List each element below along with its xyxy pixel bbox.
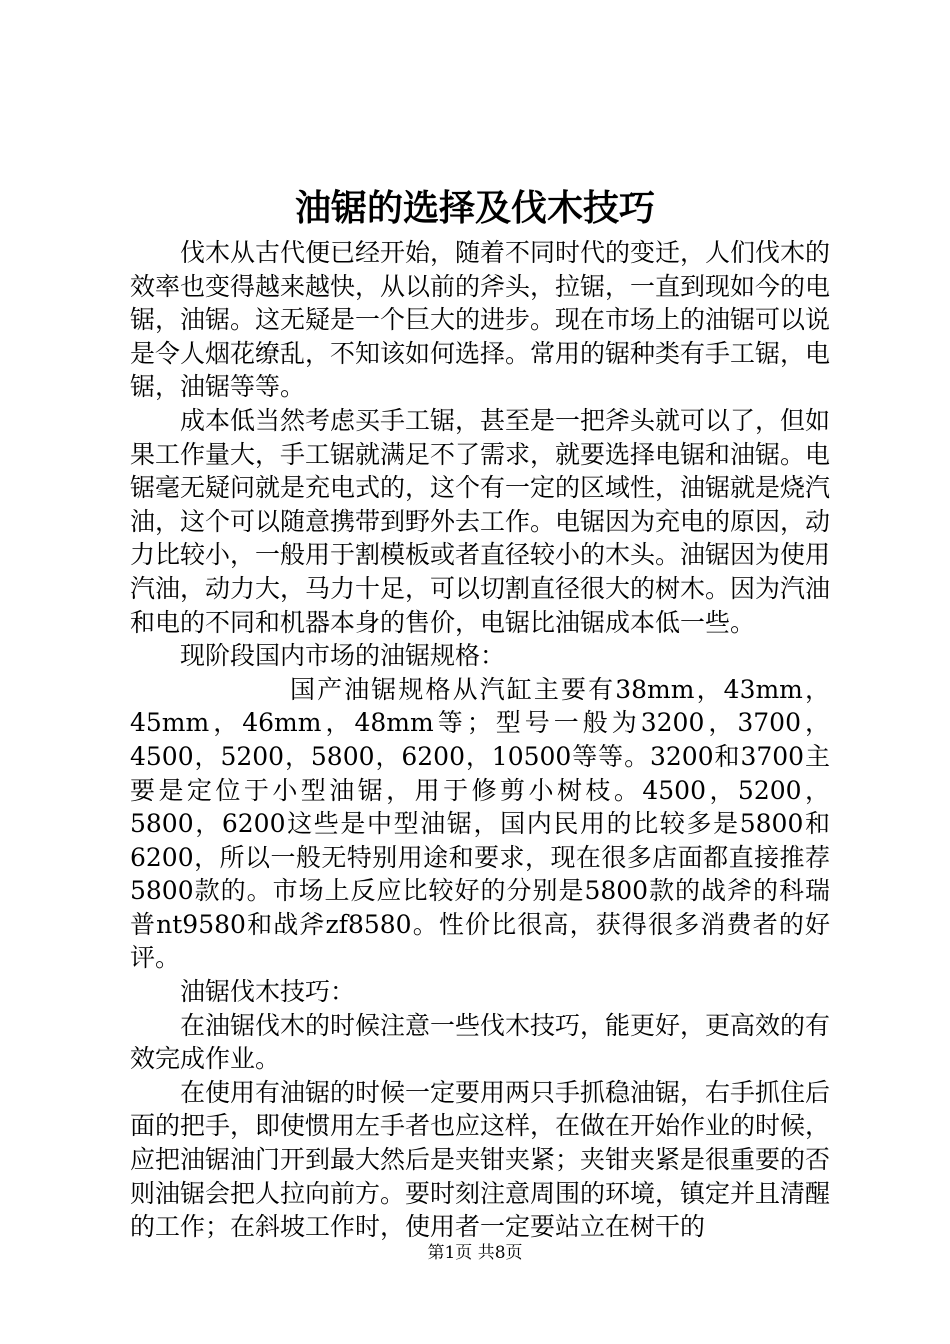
paragraph-intro: 伐木从古代便已经开始，随着不同时代的变迁，人们伐木的效率也变得越来越快，从以前的斧头，拉锯，一直到现如今的电锯，油锯。这无疑是一个巨大的进步。现在市场上的油锯可以说是令人烟花缭乱，不知该如何选择。常用的锯种类有手工锯，电锯，油锯等等。 — [130, 238, 831, 402]
page-number-footer: 第1页 共8页 — [427, 1243, 523, 1263]
document-title: 油锯的选择及伐木技巧 — [294, 188, 655, 229]
paragraph-spec-detail: 国产油锯规格从汽缸主要有38mm，43mm，45mm，46mm，48mm等；型号一般为3200，3700，4500，5200，5800，6200，10500等等。3200和3700主要是定位于小型油锯，用于修剪小树枝。4500，5200，5800，6200这些是中型油锯，国内民用的比较多是5800和6200，所以一般无特别用途和要求，现在很多店面都直接推荐5800款的。市场上反应比较好的分别是5800款的战斧的科瑞普nt9580和战斧zf8580。性价比很高，获得很多消费者的好评。 — [130, 674, 830, 973]
paragraph-tips-heading: 油锯伐木技巧： — [180, 977, 356, 1007]
paragraph-tips-detail: 在使用有油锯的时候一定要用两只手抓稳油锯，右手抓住后面的把手，即使惯用左手者也应这样，在做在开始作业的时候，应把油锯油门开到最大然后是夹钳夹紧；夹钳夹紧是很重要的否则油锯会把人拉向前方。要时刻注意周围的环境，镇定并且清醒的工作；在斜坡工作时，使用者一定要站立在树干的 — [130, 1077, 831, 1242]
paragraph-tips-intro: 在油锯伐木的时候注意一些伐木技巧，能更好，更高效的有效完成作业。 — [130, 1010, 831, 1074]
paragraph-spec-heading: 现阶段国内市场的油锯规格： — [180, 641, 506, 671]
document-body — [130, 236, 830, 1244]
paragraph-cost: 成本低当然考虑买手工锯，甚至是一把斧头就可以了，但如果工作量大，手工锯就满足不了需求，就要选择电锯和油锯。电锯毫无疑问就是充电式的，这个有一定的区域性，油锯就是烧汽油，这个可以随意携带到野外去工作。电锯因为充电的原因，动力比较小，一般用于割模板或者直径较小的木头。油锯因为使用汽油，动力大，马力十足，可以切割直径很大的树木。因为汽油和电的不同和机器本身的售价，电锯比油锯成本低一些。 — [130, 405, 831, 637]
